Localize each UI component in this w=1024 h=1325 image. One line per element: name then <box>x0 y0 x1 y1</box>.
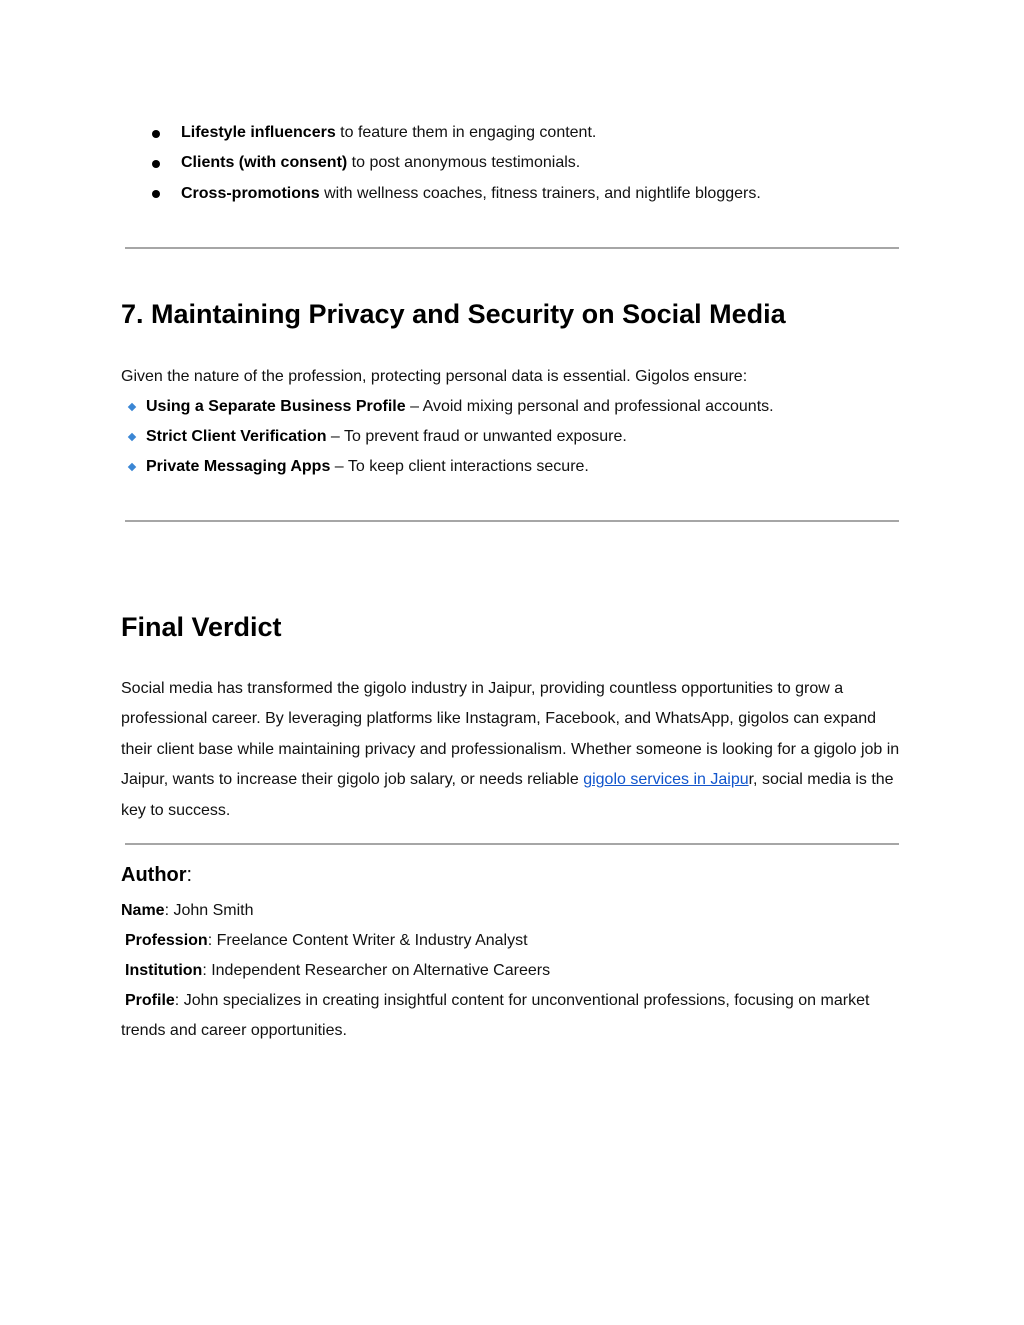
author-institution <box>125 961 550 981</box>
diamond-bullet-icon <box>128 433 136 441</box>
list-item-bold: Cross-promotions <box>181 185 320 202</box>
list-item-text <box>181 123 596 143</box>
list-item-text <box>181 153 580 173</box>
list-item-rest: to post anonymous testimonials. <box>347 154 581 171</box>
list-item-text <box>181 184 761 204</box>
horizontal-rule <box>125 843 899 845</box>
verdict-text-end: r, social media is the key to success. <box>121 771 894 819</box>
list-item-rest: – To keep client interactions secure. <box>330 458 589 475</box>
author-institution-label: Institution <box>125 962 203 979</box>
list-item-bold: Clients (with consent) <box>181 154 348 171</box>
author-profession <box>125 931 528 951</box>
verdict-text: Social media has transformed the gigolo industry in Jaipur, providing countless opportunities to grow a professional career. By leveraging platforms like Instagram, Facebook, and WhatsApp, gigolos can expand their client base while maintaining privacy and professionalism. Whether someone is looking for a gigolo job in Jaipur, wants to increase their gigolo job salary, or needs reliable <box>121 680 900 789</box>
bullet-dot <box>152 160 160 168</box>
author-profile-value: : John specializes in creating insightful content for unconventional professions, focusing on market trends and career opportunities. <box>121 992 870 1040</box>
horizontal-rule <box>125 520 899 522</box>
author-name-label: Name <box>121 902 165 919</box>
author-institution-value: : Independent Researcher on Alternative Careers <box>202 962 551 979</box>
list-item-bold: Strict Client Verification <box>146 428 327 445</box>
author-profession-value: : Freelance Content Writer & Industry Analyst <box>207 932 528 949</box>
list-item-rest: – Avoid mixing personal and professional accounts. <box>405 398 774 415</box>
diamond-bullet-icon <box>128 403 136 411</box>
section-heading: 7. Maintaining Privacy and Security on Social Media <box>121 299 786 329</box>
author-heading <box>121 863 192 887</box>
diamond-bullet-icon <box>128 463 136 471</box>
verdict-paragraph <box>121 674 911 826</box>
list-item-bold: Lifestyle influencers <box>181 124 336 141</box>
list-item-text <box>146 397 774 417</box>
list-item-rest: with wellness coaches, fitness trainers, and nightlife bloggers. <box>319 185 761 202</box>
author-heading-colon: : <box>186 864 193 886</box>
author-name-value: : John Smith <box>164 902 254 919</box>
bullet-dot <box>152 130 160 138</box>
list-item-rest: to feature them in engaging content. <box>335 124 597 141</box>
author-profile-label: Profile <box>125 992 175 1009</box>
author-name <box>121 901 254 921</box>
gigolo-services-link[interactable]: gigolo services in Jaipu <box>583 771 749 789</box>
author-heading-label: Author <box>121 864 187 886</box>
list-item-bold: Private Messaging Apps <box>146 458 331 475</box>
list-item-text <box>146 457 589 477</box>
author-profile <box>121 986 911 1047</box>
verdict-heading: Final Verdict <box>121 612 282 642</box>
section-intro: Given the nature of the profession, protecting personal data is essential. Gigolos ensure: <box>121 368 748 385</box>
author-profession-label: Profession <box>125 932 208 949</box>
list-item-bold: Using a Separate Business Profile <box>146 398 406 415</box>
list-item-rest: – To prevent fraud or unwanted exposure. <box>326 428 627 445</box>
horizontal-rule <box>125 247 899 249</box>
bullet-dot <box>152 190 160 198</box>
list-item-text <box>146 427 627 447</box>
